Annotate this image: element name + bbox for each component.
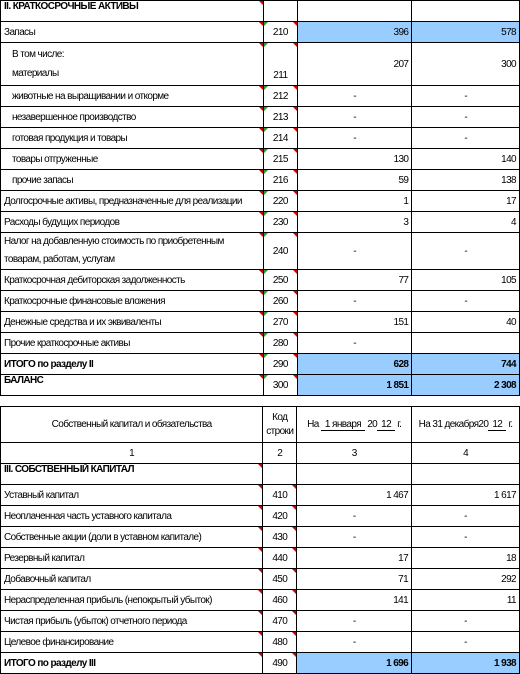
comment-marker-icon (258, 527, 262, 531)
error-marker-icon (264, 86, 268, 90)
row-name: Запасы (1, 22, 264, 43)
value-end[interactable]: - (412, 107, 520, 128)
row-name: животные на выращивании и откорме (1, 86, 264, 107)
error-marker-icon (264, 22, 268, 26)
table-row (1, 233, 520, 270)
table-row (1, 611, 520, 632)
value-start[interactable]: - (297, 291, 412, 312)
value-end[interactable]: 105 (412, 270, 520, 291)
row-name: Расходы будущих периодов (1, 212, 264, 233)
error-marker-icon (264, 354, 268, 358)
value-end[interactable] (412, 333, 520, 354)
error-marker-icon (264, 270, 268, 274)
value-start[interactable]: - (297, 632, 412, 653)
total-row (1, 354, 520, 375)
header-col2: Код строки (263, 407, 297, 443)
header-col3 (297, 407, 412, 443)
row-name: Чистая прибыль (убыток) отчетного периода (1, 611, 263, 632)
row-code[interactable]: 216 (263, 170, 297, 191)
error-marker-icon (264, 191, 268, 195)
comment-marker-icon (292, 548, 296, 552)
value-end[interactable]: 11 (412, 590, 520, 611)
table-row (1, 22, 520, 43)
row-name: незавершенное производство (1, 107, 264, 128)
comment-marker-icon (259, 375, 263, 379)
row-code[interactable]: 290 (263, 354, 297, 375)
error-marker-icon (264, 149, 268, 153)
row-code[interactable]: 490 (263, 653, 297, 674)
row-code[interactable]: 470 (263, 611, 297, 632)
comment-marker-icon (259, 233, 263, 237)
row-code[interactable]: 210 (263, 22, 297, 43)
value-start[interactable]: 1 (297, 191, 412, 212)
row-name: Целевое финансирование (1, 632, 263, 653)
header-col3-year: 12 (377, 419, 395, 431)
value-end[interactable]: - (412, 291, 520, 312)
header-col4 (412, 407, 520, 443)
comment-marker-icon (258, 464, 262, 468)
comment-marker-icon (259, 212, 263, 216)
header-col3-date: 1 января (321, 419, 365, 431)
value-start[interactable]: 71 (297, 569, 412, 590)
table-row (1, 191, 520, 212)
table-row (1, 506, 520, 527)
error-marker-icon (264, 43, 268, 47)
row-code[interactable]: 440 (263, 548, 297, 569)
table-row (1, 170, 520, 191)
value-start[interactable]: - (297, 527, 412, 548)
error-marker-icon (264, 107, 268, 111)
comment-marker-icon (258, 548, 262, 552)
value-end[interactable]: 578 (412, 22, 520, 43)
value-end[interactable]: 2 308 (412, 375, 520, 396)
empty-cell (412, 464, 520, 485)
comment-marker-icon (292, 632, 296, 636)
row-name: Краткосрочные финансовые вложения (1, 291, 264, 312)
comment-marker-icon (293, 333, 297, 337)
comment-marker-icon (293, 291, 297, 295)
table-row (1, 128, 520, 149)
row-name: готовая продукция и товары (1, 128, 264, 149)
value-start[interactable]: 17 (297, 548, 412, 569)
table-row (1, 632, 520, 653)
value-end[interactable]: - (412, 233, 520, 270)
table-row (1, 107, 520, 128)
comment-marker-icon (259, 333, 263, 337)
value-start[interactable]: 628 (297, 354, 412, 375)
row-name: Нераспределенная прибыль (непокрытый убыток) (1, 590, 263, 611)
equity-table (0, 406, 520, 674)
comment-marker-icon (292, 506, 296, 510)
value-end[interactable]: 17 (412, 191, 520, 212)
comment-marker-icon (258, 611, 262, 615)
value-start[interactable]: 151 (297, 312, 412, 333)
value-end[interactable]: 4 (412, 212, 520, 233)
row-code[interactable]: 240 (263, 233, 297, 270)
header-col3-suffix: г. (397, 418, 402, 430)
table-row (1, 149, 520, 170)
row-name: ИТОГО по разделу III (1, 653, 263, 674)
section-row (1, 1, 520, 22)
empty-cell (263, 1, 297, 22)
row-name: Налог на добавленную стоимость по приобретенным товарам, работам, услугам (1, 233, 264, 270)
column-number: 3 (297, 443, 412, 464)
value-end[interactable]: - (412, 527, 520, 548)
comment-marker-icon (293, 312, 297, 316)
section-row (1, 464, 520, 485)
comment-marker-icon (293, 149, 297, 153)
comment-marker-icon (293, 86, 297, 90)
header-col4-year-prefix: 20 (478, 418, 489, 430)
comment-marker-icon (292, 590, 296, 594)
row-name: Собственные акции (доли в уставном капитале) (1, 527, 263, 548)
value-start[interactable]: - (297, 333, 412, 354)
table-row (1, 212, 520, 233)
error-marker-icon (264, 128, 268, 132)
row-code[interactable]: 430 (263, 527, 297, 548)
row-name: товары отгруженные (1, 149, 264, 170)
value-start[interactable]: 1 467 (297, 485, 412, 506)
row-code[interactable]: 410 (263, 485, 297, 506)
row-code[interactable]: 214 (263, 128, 297, 149)
row-code[interactable]: 211 (263, 43, 297, 86)
comment-marker-icon (293, 375, 297, 379)
value-start[interactable]: 3 (297, 212, 412, 233)
total-row (1, 653, 520, 674)
value-start[interactable]: 1 696 (297, 653, 412, 674)
row-name: Неоплаченная часть уставного капитала (1, 506, 263, 527)
row-name: Краткосрочная дебиторская задолженность (1, 270, 264, 291)
value-end[interactable]: 1 617 (412, 485, 520, 506)
column-numbers-row (1, 443, 520, 464)
table-row (1, 43, 520, 86)
value-start[interactable]: - (297, 128, 412, 149)
error-marker-icon (264, 333, 268, 337)
section-title: III. СОБСТВЕННЫЙ КАПИТАЛ (1, 464, 263, 485)
row-name: Уставный капитал (1, 485, 263, 506)
header-col3-year-prefix: 20 (367, 418, 378, 430)
empty-cell (263, 464, 297, 485)
comment-marker-icon (293, 107, 297, 111)
value-end[interactable]: 744 (412, 354, 520, 375)
header-col4-suffix: г. (508, 418, 513, 430)
error-marker-icon (264, 233, 268, 237)
value-end[interactable]: 1 938 (412, 653, 520, 674)
row-name: Добавочный капитал (1, 569, 263, 590)
comment-marker-icon (259, 149, 263, 153)
comment-marker-icon (258, 590, 262, 594)
row-code[interactable]: 215 (263, 149, 297, 170)
row-code[interactable]: 260 (263, 291, 297, 312)
comment-marker-icon (259, 270, 263, 274)
value-end[interactable]: 138 (412, 170, 520, 191)
comment-marker-icon (258, 569, 262, 573)
table-row (1, 333, 520, 354)
empty-cell (412, 1, 520, 22)
comment-marker-icon (258, 506, 262, 510)
table-row (1, 312, 520, 333)
row-name: Денежные средства и их эквиваленты (1, 312, 264, 333)
comment-marker-icon (293, 270, 297, 274)
error-marker-icon (264, 375, 268, 379)
value-end[interactable]: 292 (412, 569, 520, 590)
comment-marker-icon (293, 233, 297, 237)
table-row (1, 485, 520, 506)
comment-marker-icon (259, 22, 263, 26)
empty-cell (297, 464, 412, 485)
comment-marker-icon (292, 653, 296, 657)
header-row (1, 407, 520, 443)
value-start[interactable]: 1 851 (297, 375, 412, 396)
row-name: ИТОГО по разделу II (1, 354, 264, 375)
column-number: 2 (263, 443, 297, 464)
row-name-line1: В том числе: (12, 49, 64, 60)
row-code[interactable]: 420 (263, 506, 297, 527)
table-row (1, 590, 520, 611)
table-row (1, 86, 520, 107)
comment-marker-icon (259, 1, 263, 5)
value-start[interactable]: 141 (297, 590, 412, 611)
value-start[interactable]: - (297, 107, 412, 128)
row-code[interactable]: 450 (263, 569, 297, 590)
section-title: II. КРАТКОСРОЧНЫЕ АКТИВЫ (1, 1, 264, 22)
header-col3-prefix: На (307, 418, 319, 430)
error-marker-icon (264, 312, 268, 316)
table-row (1, 527, 520, 548)
comment-marker-icon (259, 86, 263, 90)
row-name: Долгосрочные активы, предназначенные для реализации (1, 191, 264, 212)
comment-marker-icon (293, 354, 297, 358)
error-marker-icon (264, 291, 268, 295)
value-start[interactable]: 77 (297, 270, 412, 291)
value-end[interactable]: - (412, 506, 520, 527)
table-row (1, 548, 520, 569)
value-start[interactable]: - (297, 506, 412, 527)
table-row (1, 291, 520, 312)
comment-marker-icon (258, 632, 262, 636)
balance-row (1, 375, 520, 396)
comment-marker-icon (293, 170, 297, 174)
value-start[interactable]: - (297, 233, 412, 270)
error-marker-icon (264, 212, 268, 216)
comment-marker-icon (292, 611, 296, 615)
row-name: Прочие краткосрочные активы (1, 333, 264, 354)
row-code[interactable]: 250 (263, 270, 297, 291)
value-end[interactable]: - (412, 86, 520, 107)
row-code[interactable]: 460 (263, 590, 297, 611)
comment-marker-icon (292, 569, 296, 573)
header-col4-prefix: На 31 декабря (418, 418, 479, 430)
comment-marker-icon (258, 485, 262, 489)
row-code[interactable]: 230 (263, 212, 297, 233)
row-code[interactable]: 213 (263, 107, 297, 128)
row-code[interactable]: 212 (263, 86, 297, 107)
row-code[interactable]: 480 (263, 632, 297, 653)
comment-marker-icon (258, 653, 262, 657)
comment-marker-icon (259, 291, 263, 295)
row-name: Резервный капитал (1, 548, 263, 569)
value-start[interactable]: 396 (297, 22, 412, 43)
value-start[interactable]: - (297, 86, 412, 107)
column-number: 1 (1, 443, 263, 464)
error-marker-icon (264, 170, 268, 174)
table-row (1, 270, 520, 291)
row-name (1, 43, 264, 86)
comment-marker-icon (293, 212, 297, 216)
comment-marker-icon (259, 43, 263, 47)
value-start[interactable]: 207 (297, 43, 412, 86)
comment-marker-icon (293, 43, 297, 47)
value-start[interactable]: 59 (297, 170, 412, 191)
comment-marker-icon (293, 128, 297, 132)
header-col1: Собственный капитал и обязательства (1, 407, 263, 443)
value-end[interactable]: 40 (412, 312, 520, 333)
comment-marker-icon (259, 170, 263, 174)
value-start[interactable]: - (297, 611, 412, 632)
value-end[interactable]: 18 (412, 548, 520, 569)
row-code[interactable]: 270 (263, 312, 297, 333)
comment-marker-icon (259, 354, 263, 358)
column-number: 4 (412, 443, 520, 464)
value-end[interactable]: 140 (412, 149, 520, 170)
value-start[interactable]: 130 (297, 149, 412, 170)
value-end[interactable]: - (412, 611, 520, 632)
value-end[interactable]: 300 (412, 43, 520, 86)
comment-marker-icon (293, 191, 297, 195)
row-name: прочие запасы (1, 170, 264, 191)
value-end[interactable]: - (412, 128, 520, 149)
comment-marker-icon (259, 312, 263, 316)
empty-cell (297, 1, 412, 22)
row-code[interactable]: 280 (263, 333, 297, 354)
row-name: БАЛАНС (1, 375, 264, 396)
comment-marker-icon (292, 485, 296, 489)
comment-marker-icon (293, 22, 297, 26)
comment-marker-icon (259, 128, 263, 132)
row-name-line2: материалы (12, 68, 59, 79)
row-code[interactable]: 220 (263, 191, 297, 212)
table-row (1, 569, 520, 590)
comment-marker-icon (292, 527, 296, 531)
value-end[interactable]: - (412, 632, 520, 653)
comment-marker-icon (259, 191, 263, 195)
row-code[interactable]: 300 (263, 375, 297, 396)
header-col4-year: 12 (488, 419, 506, 431)
comment-marker-icon (259, 107, 263, 111)
